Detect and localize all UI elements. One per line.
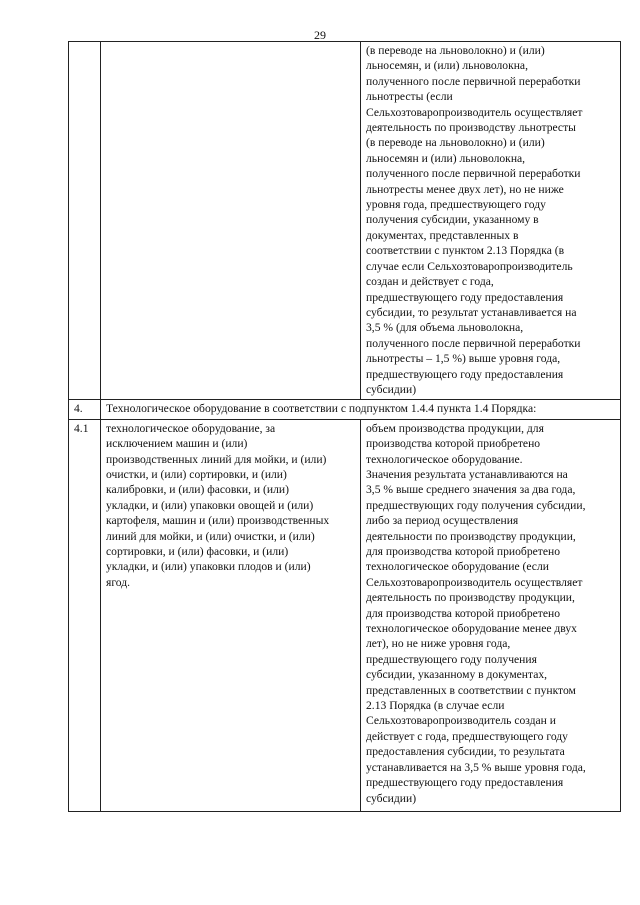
page-number: 29 — [314, 28, 326, 42]
equipment-cell — [101, 42, 361, 400]
table-row-item-4-1 — [69, 419, 621, 811]
item-number: 4.1 — [69, 419, 101, 811]
equipment-description-cell: технологическое оборудование, за исключением машин и (или) производственных линий для мойки, и (или) очистки, и (или) сортировки, и (или) калибровки, и (или) фасовки, и (или) укладки, и (или) упаковки овощей и (или) картофеля, машин и (или) производственных линий для мойки, и (или) очистки, и (или) сортировки, и (или) фасовки, и (или) укладки, и (или) упаковки плодов и (или) ягод. — [101, 419, 361, 811]
result-cell: (в переводе на льноволокно) и (или) льносемян, и (или) льноволокна, полученного после первичной переработки льнотресты (если Сельхозтоваропроизводитель осуществляет деятельность по производству льнотресты (в переводе на льноволокно) и (или) льносемян и (или) льноволокна, полученного после первичной переработки льнотресты менее двух лет), но не ниже уровня года, предшествующего году получения субсидии, указанному в документах, представленных в соответствии с пунктом 2.13 Порядка (в случае если Сельхозтоваропроизводитель создан и действует с года, предшествующего году предоставления субсидии, то результат устанавливается на 3,5 % (для объема льноволокна, полученного после первичной переработки льнотресты – 1,5 %) выше уровня года, предшествующего году предоставления субсидии) — [361, 42, 621, 400]
section-number: 4. — [69, 400, 101, 419]
result-description-cell: объем производства продукции, для производства которой приобретено технологическое оборудование. Значения результата устанавливаются на 3,5 % выше среднего значения за два года, предшествующих году получения субсидии, либо за период осуществления деятельности по производству продукции, для производства которой приобретено технологическое оборудование (если Сельхозтоваропроизводитель осуществляет деятельность по производству продукции, для производства которой приобретено технологическое оборудование менее двух лет), но не ниже уровня года, предшествующего году получения субсидии, указанному в документах, представленных в соответствии с пунктом 2.13 Порядка (в случае если Сельхозтоваропроизводитель создан и действует с года, предшествующего году предоставления субсидии, то результата устанавливается на 3,5 % выше уровня года, предшествующего году предоставления субсидии) — [361, 419, 621, 811]
section-title: Технологическое оборудование в соответствии с подпунктом 1.4.4 пункта 1.4 Порядка: — [101, 400, 621, 419]
row-number-cell — [69, 42, 101, 400]
table-row-continuation — [69, 42, 621, 400]
table-row-section-4 — [69, 400, 621, 419]
results-table — [68, 41, 621, 812]
